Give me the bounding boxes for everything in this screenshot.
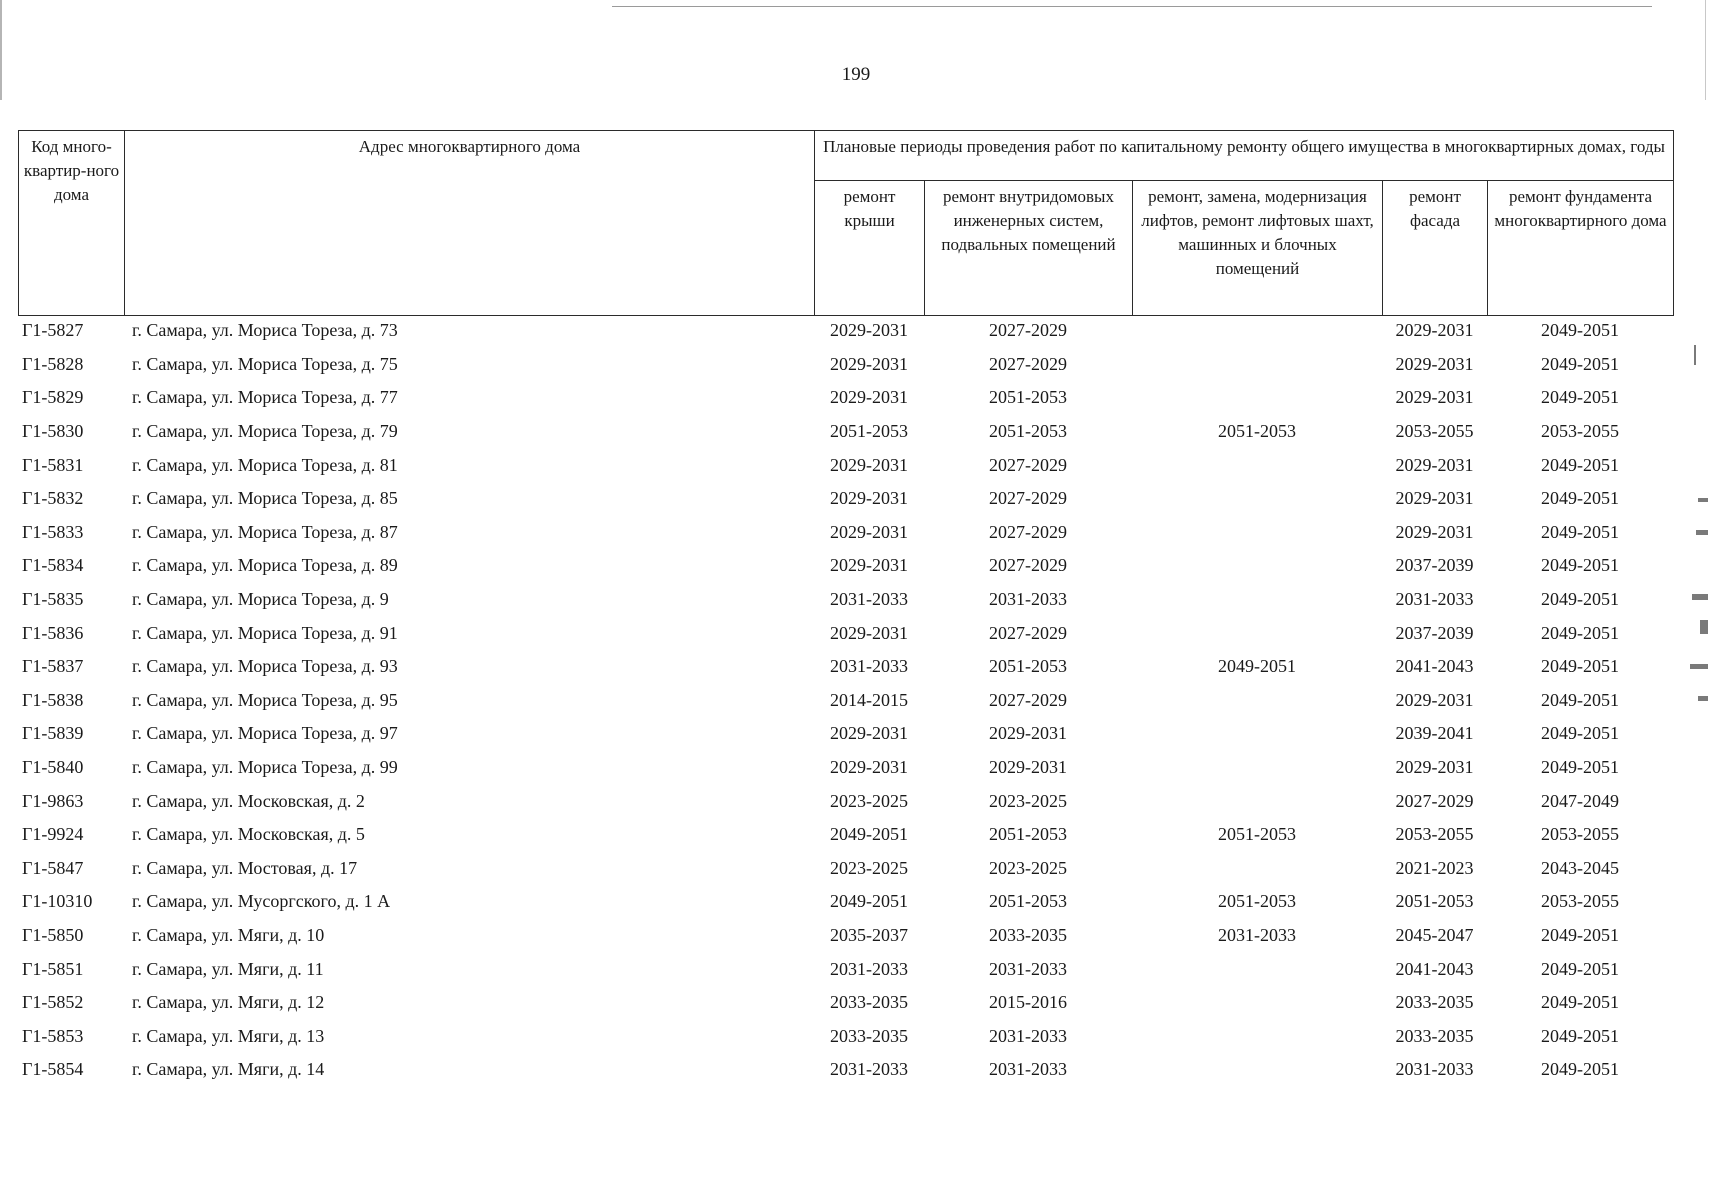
cell-lifts <box>1132 1019 1382 1053</box>
cell-roof: 2023-2025 <box>830 790 908 811</box>
cell-foundation: 2049-2051 <box>1541 353 1619 374</box>
cell-lifts <box>1132 482 1382 516</box>
cell-lifts: 2051-2053 <box>1218 824 1296 845</box>
cell-systems: 2027-2029 <box>989 555 1067 576</box>
table-row <box>18 784 1673 818</box>
cell-code: Г1-5839 <box>22 723 84 744</box>
cell-facade: 2029-2031 <box>1395 689 1474 710</box>
cell-code: Г1-5828 <box>22 353 84 374</box>
cell-facade: 2033-2035 <box>1395 992 1474 1013</box>
cell-facade: 2029-2031 <box>1395 454 1474 475</box>
scan-speck <box>1694 345 1696 365</box>
cell-systems: 2027-2029 <box>989 622 1067 643</box>
cell-systems: 2051-2053 <box>989 656 1067 677</box>
cell-address: г. Самара, ул. Мориса Тореза, д. 95 <box>132 689 398 710</box>
cell-systems: 2015-2016 <box>989 992 1067 1013</box>
cell-systems: 2031-2033 <box>989 958 1067 979</box>
cell-lifts: 2049-2051 <box>1218 656 1296 677</box>
cell-foundation: 2049-2051 <box>1541 555 1619 576</box>
cell-code: Г1-5827 <box>22 320 84 341</box>
cell-lifts <box>1132 852 1382 886</box>
cell-lifts <box>1132 986 1382 1020</box>
scan-speck <box>1690 664 1708 669</box>
cell-address: г. Самара, ул. Московская, д. 5 <box>132 824 365 845</box>
cell-code: Г1-5832 <box>22 488 84 509</box>
cell-lifts <box>1132 952 1382 986</box>
scan-speck <box>1696 530 1708 535</box>
cell-address: г. Самара, ул. Мяги, д. 11 <box>132 958 324 979</box>
cell-foundation: 2049-2051 <box>1541 521 1619 542</box>
cell-foundation: 2049-2051 <box>1541 488 1619 509</box>
page-number: 199 <box>841 64 871 85</box>
cell-address: г. Самара, ул. Мяги, д. 13 <box>132 1025 325 1046</box>
cell-roof: 2031-2033 <box>830 656 908 677</box>
cell-facade: 2027-2029 <box>1395 790 1474 811</box>
cell-lifts <box>1132 448 1382 482</box>
cell-roof: 2029-2031 <box>830 488 908 509</box>
cell-code: Г1-5829 <box>22 387 84 408</box>
table-row <box>18 684 1673 718</box>
cell-code: Г1-5850 <box>22 924 84 945</box>
header-roof: ремонт крыши <box>815 181 925 316</box>
table-row <box>18 885 1673 919</box>
cell-foundation: 2049-2051 <box>1541 723 1619 744</box>
cell-facade: 2031-2033 <box>1395 1059 1474 1080</box>
cell-roof: 2029-2031 <box>830 353 908 374</box>
cell-systems: 2023-2025 <box>989 857 1067 878</box>
scan-speck <box>1698 498 1708 502</box>
cell-facade: 2053-2055 <box>1395 421 1474 442</box>
cell-code: Г1-5854 <box>22 1059 84 1080</box>
header-periods: Плановые периоды проведения работ по капитальному ремонту общего имущества в многоквартирных домах, годы <box>815 131 1674 181</box>
cell-systems: 2029-2031 <box>989 723 1067 744</box>
cell-code: Г1-5853 <box>22 1025 84 1046</box>
cell-code: Г1-5847 <box>22 857 84 878</box>
cell-code: Г1-5833 <box>22 521 84 542</box>
cell-systems: 2031-2033 <box>989 1025 1067 1046</box>
cell-systems: 2027-2029 <box>989 521 1067 542</box>
cell-lifts: 2051-2053 <box>1218 891 1296 912</box>
cell-address: г. Самара, ул. Мориса Тореза, д. 77 <box>132 387 398 408</box>
cell-address: г. Самара, ул. Мориса Тореза, д. 81 <box>132 454 398 475</box>
cell-roof: 2029-2031 <box>830 555 908 576</box>
cell-lifts: 2031-2033 <box>1218 924 1296 945</box>
cell-address: г. Самара, ул. Мориса Тореза, д. 85 <box>132 488 398 509</box>
cell-systems: 2027-2029 <box>989 689 1067 710</box>
cell-code: Г1-5831 <box>22 454 84 475</box>
table-row <box>18 952 1673 986</box>
cell-foundation: 2049-2051 <box>1541 958 1619 979</box>
cell-systems: 2027-2029 <box>989 488 1067 509</box>
scan-edge-top <box>612 6 1652 7</box>
table-row <box>18 852 1673 886</box>
cell-systems: 2051-2053 <box>989 387 1067 408</box>
cell-facade: 2041-2043 <box>1395 656 1474 677</box>
cell-systems: 2051-2053 <box>989 891 1067 912</box>
cell-facade: 2051-2053 <box>1395 891 1474 912</box>
cell-roof: 2029-2031 <box>830 320 908 341</box>
table-row <box>18 583 1673 617</box>
cell-foundation: 2049-2051 <box>1541 1025 1619 1046</box>
header-address: Адрес многоквартирного дома <box>125 131 815 316</box>
scan-speck <box>1692 594 1708 600</box>
cell-roof: 2033-2035 <box>830 992 908 1013</box>
header-foundation: ремонт фундамента многоквартирного дома <box>1488 181 1674 316</box>
cell-code: Г1-5840 <box>22 757 84 778</box>
cell-roof: 2049-2051 <box>830 824 908 845</box>
cell-address: г. Самара, ул. Мориса Тореза, д. 99 <box>132 757 398 778</box>
cell-address: г. Самара, ул. Мяги, д. 10 <box>132 924 325 945</box>
cell-address: г. Самара, ул. Мориса Тореза, д. 87 <box>132 521 398 542</box>
cell-foundation: 2049-2051 <box>1541 924 1619 945</box>
table-row <box>18 1053 1673 1087</box>
cell-roof: 2051-2053 <box>830 421 908 442</box>
cell-foundation: 2049-2051 <box>1541 689 1619 710</box>
cell-lifts <box>1132 549 1382 583</box>
table-row <box>18 516 1673 550</box>
cell-systems: 2027-2029 <box>989 320 1067 341</box>
cell-address: г. Самара, ул. Мориса Тореза, д. 79 <box>132 421 398 442</box>
cell-systems: 2023-2025 <box>989 790 1067 811</box>
cell-code: Г1-5830 <box>22 421 84 442</box>
table-row <box>18 381 1673 415</box>
cell-roof: 2049-2051 <box>830 891 908 912</box>
cell-lifts <box>1132 516 1382 550</box>
cell-systems: 2033-2035 <box>989 924 1067 945</box>
cell-facade: 2033-2035 <box>1395 1025 1474 1046</box>
table-row <box>18 986 1673 1020</box>
data-table <box>18 314 1673 1087</box>
cell-roof: 2029-2031 <box>830 757 908 778</box>
cell-roof: 2029-2031 <box>830 723 908 744</box>
table-row <box>18 818 1673 852</box>
cell-roof: 2023-2025 <box>830 857 908 878</box>
cell-code: Г1-5837 <box>22 656 84 677</box>
cell-code: Г1-9924 <box>22 824 84 845</box>
cell-code: Г1-5851 <box>22 958 84 979</box>
cell-address: г. Самара, ул. Мориса Тореза, д. 93 <box>132 656 398 677</box>
cell-address: г. Самара, ул. Мостовая, д. 17 <box>132 857 358 878</box>
cell-lifts <box>1132 348 1382 382</box>
cell-roof: 2033-2035 <box>830 1025 908 1046</box>
cell-systems: 2051-2053 <box>989 421 1067 442</box>
cell-lifts <box>1132 314 1382 348</box>
cell-systems: 2031-2033 <box>989 589 1067 610</box>
cell-foundation: 2053-2055 <box>1541 421 1619 442</box>
cell-lifts <box>1132 583 1382 617</box>
cell-address: г. Самара, ул. Мяги, д. 14 <box>132 1059 325 1080</box>
header-code: Код много-квартир-ного дома <box>19 131 125 316</box>
header-lifts: ремонт, замена, модернизация лифтов, ремонт лифтовых шахт, машинных и блочных помещений <box>1133 181 1383 316</box>
scan-speck <box>1700 620 1708 634</box>
table-row <box>18 650 1673 684</box>
cell-code: Г1-5834 <box>22 555 84 576</box>
cell-lifts: 2051-2053 <box>1218 421 1296 442</box>
cell-lifts <box>1132 1053 1382 1087</box>
header-systems: ремонт внутридомовых инженерных систем, подвальных помещений <box>925 181 1133 316</box>
cell-address: г. Самара, ул. Мориса Тореза, д. 73 <box>132 320 398 341</box>
cell-roof: 2031-2033 <box>830 589 908 610</box>
cell-foundation: 2049-2051 <box>1541 320 1619 341</box>
cell-code: Г1-5836 <box>22 622 84 643</box>
table-row <box>18 1019 1673 1053</box>
cell-code: Г1-5852 <box>22 992 84 1013</box>
table-row <box>18 448 1673 482</box>
table-row <box>18 751 1673 785</box>
table-row <box>18 919 1673 953</box>
cell-roof: 2029-2031 <box>830 622 908 643</box>
cell-systems: 2029-2031 <box>989 757 1067 778</box>
cell-facade: 2037-2039 <box>1395 622 1474 643</box>
cell-roof: 2029-2031 <box>830 454 908 475</box>
cell-facade: 2029-2031 <box>1395 387 1474 408</box>
cell-address: г. Самара, ул. Московская, д. 2 <box>132 790 365 811</box>
cell-address: г. Самара, ул. Мориса Тореза, д. 89 <box>132 555 398 576</box>
cell-code: Г1-5838 <box>22 689 84 710</box>
cell-code: Г1-5835 <box>22 589 84 610</box>
cell-foundation: 2049-2051 <box>1541 757 1619 778</box>
cell-facade: 2031-2033 <box>1395 589 1474 610</box>
cell-foundation: 2049-2051 <box>1541 589 1619 610</box>
cell-foundation: 2049-2051 <box>1541 387 1619 408</box>
table-row <box>18 616 1673 650</box>
cell-foundation: 2053-2055 <box>1541 891 1619 912</box>
cell-address: г. Самара, ул. Мусоргского, д. 1 А <box>132 891 391 912</box>
cell-systems: 2027-2029 <box>989 454 1067 475</box>
cell-roof: 2035-2037 <box>830 924 908 945</box>
cell-address: г. Самара, ул. Мориса Тореза, д. 75 <box>132 353 398 374</box>
table-row <box>18 348 1673 382</box>
cell-facade: 2053-2055 <box>1395 824 1474 845</box>
table-row <box>18 549 1673 583</box>
cell-foundation: 2049-2051 <box>1541 454 1619 475</box>
cell-roof: 2031-2033 <box>830 1059 908 1080</box>
cell-facade: 2045-2047 <box>1395 924 1474 945</box>
cell-systems: 2051-2053 <box>989 824 1067 845</box>
scan-speck <box>1698 696 1708 701</box>
cell-foundation: 2053-2055 <box>1541 824 1619 845</box>
cell-foundation: 2049-2051 <box>1541 992 1619 1013</box>
table-header <box>18 130 1674 316</box>
cell-foundation: 2049-2051 <box>1541 622 1619 643</box>
cell-facade: 2029-2031 <box>1395 757 1474 778</box>
header-facade: ремонт фасада <box>1383 181 1488 316</box>
cell-roof: 2014-2015 <box>830 689 908 710</box>
cell-code: Г1-9863 <box>22 790 84 811</box>
cell-lifts <box>1132 751 1382 785</box>
cell-address: г. Самара, ул. Мориса Тореза, д. 9 <box>132 589 389 610</box>
cell-address: г. Самара, ул. Мориса Тореза, д. 97 <box>132 723 398 744</box>
cell-address: г. Самара, ул. Мяги, д. 12 <box>132 992 325 1013</box>
cell-lifts <box>1132 717 1382 751</box>
cell-facade: 2037-2039 <box>1395 555 1474 576</box>
cell-facade: 2029-2031 <box>1395 320 1474 341</box>
cell-foundation: 2049-2051 <box>1541 656 1619 677</box>
cell-lifts <box>1132 684 1382 718</box>
cell-foundation: 2043-2045 <box>1541 857 1619 878</box>
cell-foundation: 2049-2051 <box>1541 1059 1619 1080</box>
cell-lifts <box>1132 784 1382 818</box>
cell-facade: 2041-2043 <box>1395 958 1474 979</box>
cell-systems: 2027-2029 <box>989 353 1067 374</box>
cell-roof: 2029-2031 <box>830 521 908 542</box>
cell-foundation: 2047-2049 <box>1541 790 1619 811</box>
cell-address: г. Самара, ул. Мориса Тореза, д. 91 <box>132 622 398 643</box>
cell-facade: 2029-2031 <box>1395 521 1474 542</box>
table-row <box>18 415 1673 449</box>
table-row <box>18 482 1673 516</box>
table-row <box>18 314 1673 348</box>
cell-roof: 2029-2031 <box>830 387 908 408</box>
cell-facade: 2039-2041 <box>1395 723 1474 744</box>
table-row <box>18 717 1673 751</box>
cell-systems: 2031-2033 <box>989 1059 1067 1080</box>
cell-roof: 2031-2033 <box>830 958 908 979</box>
cell-facade: 2029-2031 <box>1395 488 1474 509</box>
cell-facade: 2021-2023 <box>1395 857 1474 878</box>
cell-code: Г1-10310 <box>22 891 93 912</box>
cell-lifts <box>1132 381 1382 415</box>
cell-lifts <box>1132 616 1382 650</box>
cell-facade: 2029-2031 <box>1395 353 1474 374</box>
